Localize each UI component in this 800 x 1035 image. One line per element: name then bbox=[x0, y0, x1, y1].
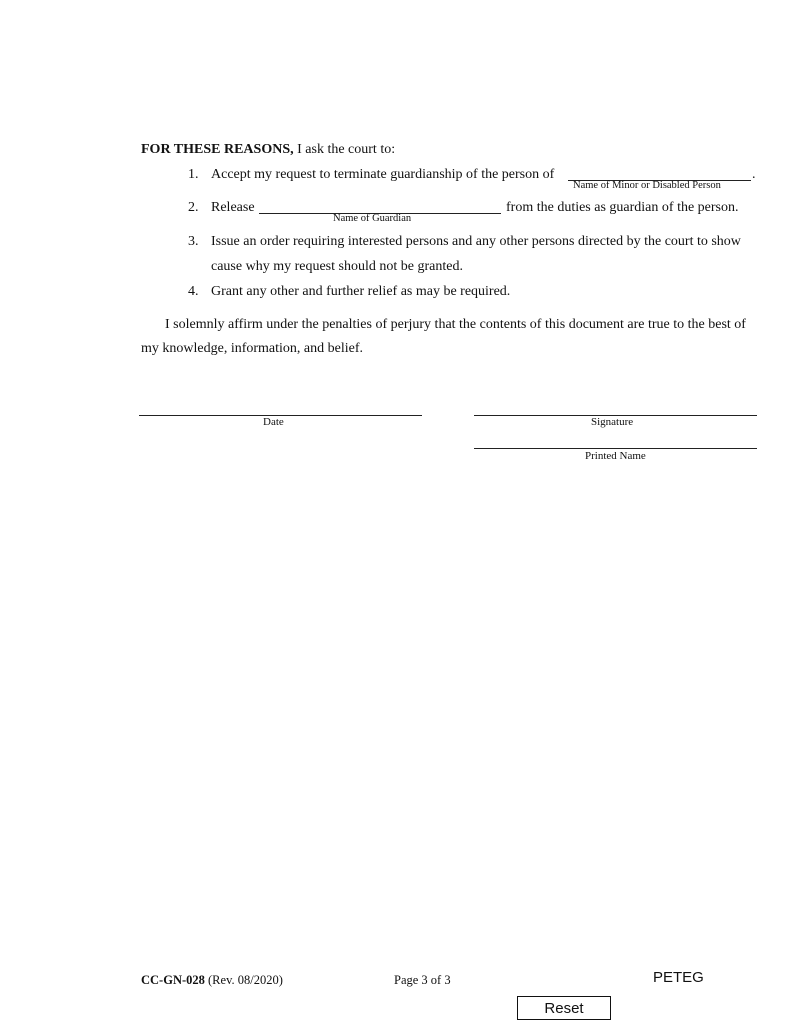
intro-rest: I ask the court to: bbox=[293, 142, 396, 157]
item-2-text-after: from the duties as guardian of the person. bbox=[506, 200, 739, 215]
item-3-number: 3. bbox=[188, 234, 199, 249]
printed-name-field[interactable] bbox=[474, 448, 757, 449]
reset-button[interactable]: Reset bbox=[517, 996, 611, 1020]
item-1-period: . bbox=[752, 167, 756, 182]
affirmation-line1: I solemnly affirm under the penalties of perjury that the contents of this document are true to the best of bbox=[165, 317, 746, 332]
item-2-text-before: Release bbox=[211, 200, 255, 215]
item-2-number: 2. bbox=[188, 200, 199, 215]
date-caption: Date bbox=[263, 416, 284, 428]
form-tag: PETEG bbox=[653, 969, 704, 986]
page-number: Page 3 of 3 bbox=[394, 973, 451, 987]
intro-bold: FOR THESE REASONS, bbox=[141, 142, 294, 157]
form-id bbox=[141, 973, 283, 988]
item-3-text-line2: cause why my request should not be granted. bbox=[211, 259, 463, 274]
intro-line bbox=[141, 142, 395, 158]
minor-name-caption: Name of Minor or Disabled Person bbox=[573, 180, 721, 191]
guardian-name-caption: Name of Guardian bbox=[333, 213, 412, 224]
affirmation-line2: my knowledge, information, and belief. bbox=[141, 341, 363, 356]
item-1-number: 1. bbox=[188, 167, 199, 182]
item-1-text: Accept my request to terminate guardianship of the person of bbox=[211, 167, 555, 182]
printed-name-caption: Printed Name bbox=[585, 450, 646, 462]
signature-caption: Signature bbox=[591, 416, 634, 428]
item-4-text: Grant any other and further relief as may be required. bbox=[211, 284, 511, 299]
form-revision: (Rev. 08/2020) bbox=[204, 973, 283, 987]
item-4-number: 4. bbox=[188, 284, 199, 299]
item-3-text-line1: Issue an order requiring interested persons and any other persons directed by the court to show bbox=[211, 234, 741, 249]
form-code: CC-GN-028 bbox=[141, 973, 205, 987]
